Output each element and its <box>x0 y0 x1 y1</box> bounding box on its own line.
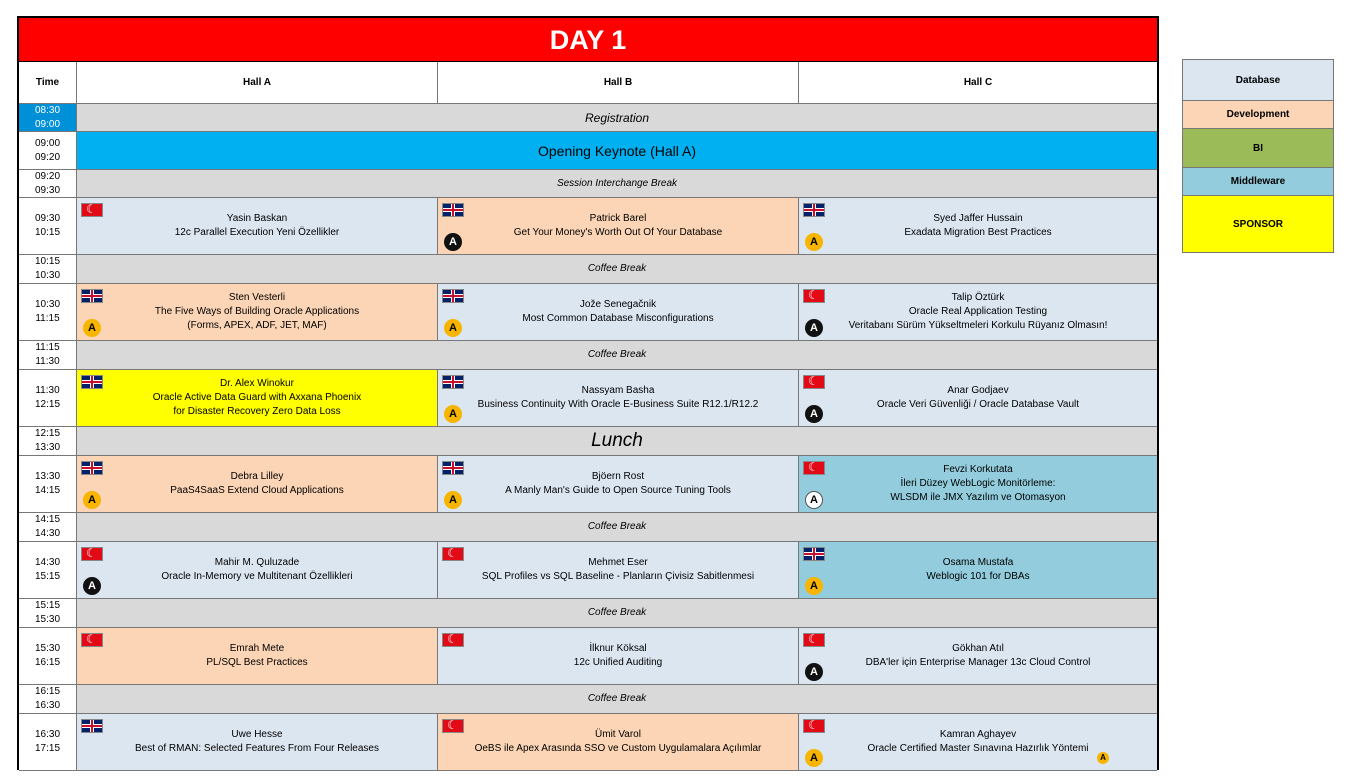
session-title: Oracle In-Memory ve Multitenant Özellikleri <box>161 571 353 582</box>
time-end: 16:30 <box>34 700 61 711</box>
session-cell[interactable] <box>438 628 799 685</box>
time-slot <box>19 513 77 542</box>
session-cell[interactable] <box>77 628 438 685</box>
time-start: 13:30 <box>34 471 61 482</box>
time-slot <box>19 628 77 685</box>
session-title: İleri Düzey WebLogic Monitörleme: <box>900 478 1056 489</box>
uk-flag-icon <box>803 547 825 561</box>
day-title: DAY 1 <box>19 18 1157 62</box>
turkey-flag-icon <box>442 633 464 647</box>
time-start: 15:30 <box>34 643 61 654</box>
time-start: 09:00 <box>34 137 61 149</box>
speaker-name: Fevzi Korkutata <box>943 464 1013 475</box>
ace-badge-icon: A <box>444 319 462 337</box>
schedule-table <box>17 16 1159 770</box>
header-time: Time <box>19 62 77 104</box>
time-slot <box>19 104 77 132</box>
session-title: Get Your Money's Worth Out Of Your Database <box>513 227 723 238</box>
uk-flag-icon <box>81 461 103 475</box>
session-cell[interactable] <box>77 370 438 427</box>
session-title: The Five Ways of Building Oracle Applications <box>154 306 360 317</box>
session-cell[interactable] <box>438 284 799 341</box>
ace-badge-icon: A <box>83 577 101 595</box>
time-end: 15:15 <box>34 571 61 582</box>
speaker-name: Osama Mustafa <box>942 557 1014 568</box>
time-end: 12:15 <box>34 399 61 410</box>
legend-item-bi: BI <box>1182 129 1334 168</box>
turkey-flag-icon <box>81 203 103 217</box>
turkey-flag-icon <box>442 719 464 733</box>
session-title: 12c Unified Auditing <box>573 657 663 668</box>
session-title: WLSDM ile JMX Yazılım ve Otomasyon <box>890 492 1066 503</box>
session-title: A Manly Man's Guide to Open Source Tuning Tools <box>505 485 731 496</box>
ace-badge-icon: A <box>805 577 823 595</box>
time-end: 09:30 <box>34 184 61 196</box>
time-end: 10:15 <box>34 227 61 238</box>
session-title: PL/SQL Best Practices <box>206 657 308 668</box>
time-slot <box>19 198 77 255</box>
time-start: 16:30 <box>34 729 61 740</box>
speaker-name: Kamran Aghayev <box>939 729 1017 740</box>
time-start: 12:15 <box>34 428 61 439</box>
session-cell[interactable] <box>799 714 1157 771</box>
speaker-name: Mahir M. Quluzade <box>214 557 300 568</box>
session-title: Oracle Veri Güvenliği / Oracle Database Vault <box>876 399 1080 410</box>
ace-badge-icon: A <box>805 233 823 251</box>
turkey-flag-icon <box>81 633 103 647</box>
time-slot <box>19 714 77 771</box>
speaker-name: Ümit Varol <box>595 729 641 740</box>
time-slot <box>19 370 77 427</box>
time-start: 14:30 <box>34 557 61 568</box>
session-title: Most Common Database Misconfigurations <box>522 313 714 324</box>
session-cell[interactable] <box>799 542 1157 599</box>
session-title: Best of RMAN: Selected Features From Four Releases <box>135 743 379 754</box>
session-cell[interactable] <box>77 198 438 255</box>
uk-flag-icon <box>442 375 464 389</box>
uk-flag-icon <box>81 719 103 733</box>
time-start: 14:15 <box>34 514 61 525</box>
uk-flag-icon <box>81 375 103 389</box>
speaker-name: Gökhan Atıl <box>952 643 1004 654</box>
ace-badge-icon: A <box>805 405 823 423</box>
time-start: 10:30 <box>34 299 61 310</box>
session-title: Exadata Migration Best Practices <box>904 227 1052 238</box>
session-title: Weblogic 101 for DBAs <box>926 571 1030 582</box>
session-cell[interactable] <box>799 628 1157 685</box>
session-title: SQL Profiles vs SQL Baseline - Planların Çivisiz Sabitlenmesi <box>481 571 755 582</box>
session-cell[interactable] <box>799 284 1157 341</box>
time-end: 14:30 <box>34 528 61 539</box>
session-title: OeBS ile Apex Arasında SSO ve Custom Uygulamalara Açılımlar <box>474 743 762 754</box>
session-cell[interactable] <box>438 370 799 427</box>
header-hall-b: Hall B <box>438 62 799 104</box>
speaker-name: Jože Senegačnik <box>579 299 657 310</box>
time-end: 11:30 <box>35 356 60 367</box>
time-slot <box>19 284 77 341</box>
ace-badge-icon: A <box>805 749 823 767</box>
speaker-name: Mehmet Eser <box>588 557 648 568</box>
session-title: Oracle Certified Master Sınavına Hazırlık Yöntemi <box>867 743 1089 754</box>
session-cell[interactable] <box>799 370 1157 427</box>
turkey-flag-icon <box>803 719 825 733</box>
time-end: 14:15 <box>34 485 61 496</box>
speaker-name: Anar Godjaev <box>947 385 1009 396</box>
speaker-name: Dr. Alex Winokur <box>220 378 294 389</box>
time-slot <box>19 685 77 714</box>
time-start: 15:15 <box>34 600 61 611</box>
uk-flag-icon <box>81 289 103 303</box>
ace-badge-icon: A <box>805 319 823 337</box>
track-legend <box>1182 59 1334 253</box>
time-start: 09:20 <box>34 170 61 182</box>
legend-item-sponsor: SPONSOR <box>1182 196 1334 253</box>
speaker-name: Debra Lilley <box>230 471 284 482</box>
ace-badge-icon: A <box>83 319 101 337</box>
header-hall-c: Hall C <box>799 62 1157 104</box>
ace-badge-icon: A <box>805 491 823 509</box>
time-start: 11:15 <box>35 342 60 353</box>
break-row: Coffee Break <box>77 341 1157 370</box>
uk-flag-icon <box>803 203 825 217</box>
session-cell[interactable] <box>77 714 438 771</box>
session-title: PaaS4SaaS Extend Cloud Applications <box>170 485 344 496</box>
speaker-name: İlknur Köksal <box>589 643 647 654</box>
time-start: 11:30 <box>35 385 60 396</box>
time-slot <box>19 170 77 198</box>
keynote-row: Opening Keynote (Hall A) <box>77 132 1157 170</box>
speaker-name: Yasin Baskan <box>226 213 288 224</box>
session-title: Oracle Active Data Guard with Axxana Phoenix <box>152 392 362 403</box>
break-row: Session Interchange Break <box>77 170 1157 198</box>
speaker-name: Uwe Hesse <box>231 729 283 740</box>
legend-item-development: Development <box>1182 101 1334 129</box>
time-slot <box>19 132 77 170</box>
session-cell[interactable] <box>799 456 1157 513</box>
time-end: 10:30 <box>34 270 61 281</box>
time-start: 10:15 <box>34 256 61 267</box>
time-start: 08:30 <box>34 104 61 116</box>
uk-flag-icon <box>442 461 464 475</box>
legend-item-middleware: Middleware <box>1182 168 1334 196</box>
session-cell[interactable] <box>799 198 1157 255</box>
time-slot <box>19 542 77 599</box>
time-end: 17:15 <box>34 743 61 754</box>
session-title: (Forms, APEX, ADF, JET, MAF) <box>187 320 327 331</box>
session-cell[interactable] <box>77 284 438 341</box>
turkey-flag-icon <box>803 461 825 475</box>
turkey-flag-icon <box>803 375 825 389</box>
ace-badge-small-icon: A <box>1097 752 1109 764</box>
session-title: DBA'ler için Enterprise Manager 13c Cloud Control <box>865 657 1091 668</box>
ace-badge-icon: A <box>83 491 101 509</box>
time-slot <box>19 341 77 370</box>
lunch-row: Lunch <box>77 427 1157 456</box>
session-cell[interactable] <box>438 456 799 513</box>
time-end: 13:30 <box>34 442 61 453</box>
speaker-name: Patrick Barel <box>589 213 647 224</box>
time-start: 09:30 <box>34 213 61 224</box>
turkey-flag-icon <box>803 289 825 303</box>
legend-item-database: Database <box>1182 59 1334 101</box>
session-title: for Disaster Recovery Zero Data Loss <box>173 406 341 417</box>
turkey-flag-icon <box>442 547 464 561</box>
header-hall-a: Hall A <box>77 62 438 104</box>
break-row: Coffee Break <box>77 599 1157 628</box>
session-title: Business Continuity With Oracle E-Business Suite R12.1/R12.2 <box>477 399 759 410</box>
time-start: 16:15 <box>34 686 61 697</box>
uk-flag-icon <box>442 289 464 303</box>
session-cell[interactable] <box>438 714 799 771</box>
speaker-name: Sten Vesterli <box>228 292 286 303</box>
session-cell[interactable] <box>77 542 438 599</box>
session-cell[interactable] <box>438 198 799 255</box>
ace-badge-icon: A <box>444 491 462 509</box>
uk-flag-icon <box>442 203 464 217</box>
ace-badge-icon: A <box>805 663 823 681</box>
speaker-name: Nassyam Basha <box>581 385 655 396</box>
turkey-flag-icon <box>81 547 103 561</box>
break-row: Coffee Break <box>77 685 1157 714</box>
session-title: Oracle Real Application Testing <box>908 306 1048 317</box>
time-slot <box>19 427 77 456</box>
session-title: 12c Parallel Execution Yeni Özellikler <box>174 227 340 238</box>
time-slot <box>19 456 77 513</box>
speaker-name: Talip Öztürk <box>951 292 1005 303</box>
registration-row: Registration <box>77 104 1157 132</box>
turkey-flag-icon <box>803 633 825 647</box>
speaker-name: Emrah Mete <box>229 643 285 654</box>
break-row: Coffee Break <box>77 255 1157 284</box>
speaker-name: Syed Jaffer Hussain <box>933 213 1023 224</box>
ace-badge-icon: A <box>444 405 462 423</box>
time-end: 09:20 <box>34 151 61 163</box>
break-row: Coffee Break <box>77 513 1157 542</box>
speaker-name: Bjöern Rost <box>591 471 645 482</box>
session-title: Veritabanı Sürüm Yükseltmeleri Korkulu Rüyanız Olmasın! <box>848 320 1108 331</box>
session-cell[interactable] <box>77 456 438 513</box>
ace-badge-icon: A <box>444 233 462 251</box>
time-slot <box>19 599 77 628</box>
time-end: 09:00 <box>34 118 61 130</box>
time-end: 15:30 <box>34 614 61 625</box>
time-end: 16:15 <box>34 657 61 668</box>
session-cell[interactable] <box>438 542 799 599</box>
time-end: 11:15 <box>35 313 60 324</box>
time-slot <box>19 255 77 284</box>
